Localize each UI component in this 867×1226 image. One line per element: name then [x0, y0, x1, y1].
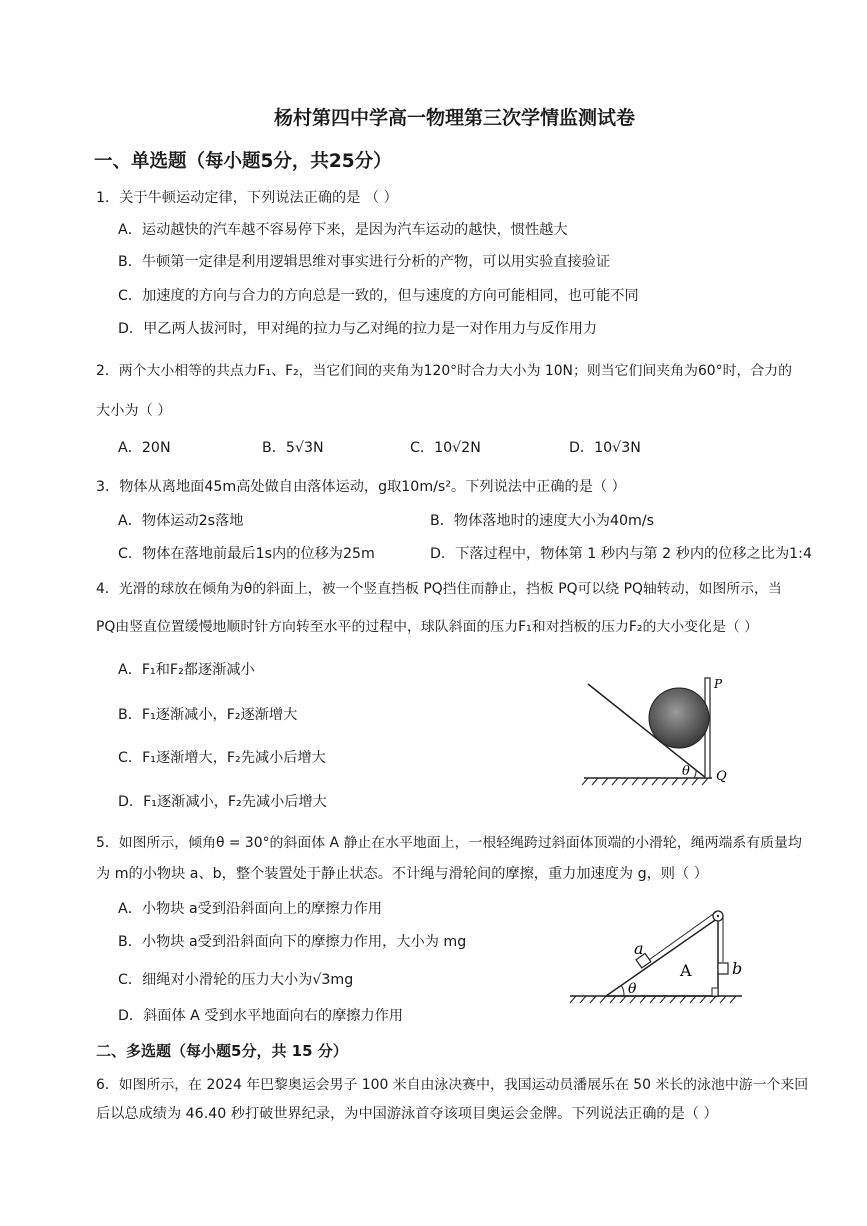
q1-stem: 1．关于牛顿运动定律，下列说法正确的是 （ ）: [96, 190, 398, 206]
q5-option-c: C．细绳对小滑轮的压力大小为√3mg: [118, 972, 354, 988]
q5-incline-pulley-figure: [566, 900, 746, 1010]
q2-option-a: A．20N: [118, 440, 171, 456]
label-q: Q: [716, 769, 727, 784]
section2-heading: 二、多选题（每小题5分，共 15 分）: [96, 1042, 348, 1060]
support-tab: [712, 988, 718, 996]
ground-hatch: [570, 996, 736, 1003]
q5-stem-line1: 5．如图所示，倾角θ = 30°的斜面体 A 静止在水平地面上，一根轻绳跨过斜面体顶端的小滑轮，绳两端系有质量均: [96, 835, 802, 851]
q4-option-d: D．F₁逐渐减小，F₂先减小后增大: [118, 794, 327, 810]
ground-hatch: [582, 778, 708, 785]
pulley-axle: [717, 915, 719, 917]
q5-option-a: A．小物块 a受到沿斜面向上的摩擦力作用: [118, 901, 383, 917]
q1-option-d: D．甲乙两人拔河时，甲对绳的拉力与乙对绳的拉力是一对作用力与反作用力: [118, 321, 598, 337]
q5-option-d: D．斜面体 A 受到水平地面向右的摩擦力作用: [118, 1008, 404, 1024]
ball: [649, 688, 709, 748]
q3-option-a: A．物体运动2s落地: [118, 513, 244, 529]
q2-option-d: D．10√3N: [569, 440, 641, 456]
q3-option-d: D．下落过程中，物体第 1 秒内与第 2 秒内的位移之比为1:4: [430, 546, 812, 562]
label-b: b: [732, 959, 743, 978]
q4-stem-line1: 4．光滑的球放在倾角为θ的斜面上，被一个竖直挡板 PQ挡住而静止，挡板 PQ可以绕 PQ轴转动，如图所示，当: [96, 581, 782, 597]
q4-option-c: C．F₁逐渐增大，F₂先减小后增大: [118, 750, 326, 766]
q4-option-b: B．F₁逐渐减小，F₂逐渐增大: [118, 707, 298, 723]
q2-option-b: B．5√3N: [262, 440, 324, 456]
q3-option-b: B．物体落地时的速度大小为40m/s: [430, 513, 655, 529]
q4-option-a: A．F₁和F₂都逐渐减小: [118, 662, 255, 678]
q1-option-a: A．运动越快的汽车越不容易停下来，是因为汽车运动的越快，惯性越大: [118, 222, 568, 238]
q1-option-b: B．牛顿第一定律是利用逻辑思维对事实进行分析的产物，可以用实验直接验证: [118, 254, 611, 270]
q6-stem-line1: 6．如图所示，在 2024 年巴黎奥运会男子 100 米自由泳决赛中，我国运动员潘展乐在 50 米长的泳池中游一个来回: [96, 1077, 809, 1093]
q1-option-c: C．加速度的方向与合力的方向总是一致的，但与速度的方向可能相同，也可能不同: [118, 288, 639, 304]
q2-option-c: C．10√2N: [410, 440, 481, 456]
block-b: [718, 963, 728, 974]
page-title: 杨村第四中学高一物理第三次学情监测试卷: [274, 107, 636, 129]
q5-stem-line2: 为 m的小物块 a、b，整个装置处于静止状态。不计绳与滑轮间的摩擦，重力加速度为 g，则（ ）: [96, 866, 708, 882]
label-p: P: [714, 677, 723, 691]
incline-body-a: [606, 918, 718, 996]
label-body-a: A: [680, 961, 692, 980]
q3-stem: 3．物体从离地面45m高处做自由落体运动，g取10m/s²。下列说法中正确的是（ ）: [96, 479, 626, 495]
section1-heading: 一、单选题（每小题5分，共25分）: [94, 151, 392, 172]
label-theta: θ: [682, 764, 690, 779]
label-a: a: [634, 939, 644, 958]
theta-arc: [694, 770, 696, 778]
q5-option-b: B．小物块 a受到沿斜面向下的摩擦力作用，大小为 mg: [118, 934, 467, 950]
theta-arc: [621, 985, 624, 996]
rope-incline: [646, 912, 716, 962]
label-theta: θ: [628, 981, 637, 997]
q2-stem-line2: 大小为（ ）: [96, 403, 172, 419]
q4-stem-line2: PQ由竖直位置缓慢地顺时针方向转至水平的过程中，球队斜面的压力F₁和对挡板的压力F₂的大小变化是（ ）: [96, 619, 759, 635]
q2-stem-line1: 2．两个大小相等的共点力F₁、F₂，当它们间的夹角为120°时合力大小为 10N；则当它们间夹角为60°时，合力的: [96, 363, 793, 379]
q6-stem-line2: 后以总成绩为 46.40 秒打破世界纪录，为中国游泳首夺该项目奥运会金牌。下列说法正确的是（ ）: [96, 1106, 718, 1122]
q4-incline-ball-figure: [578, 672, 748, 797]
q3-option-c: C．物体在落地前最后1s内的位移为25m: [118, 546, 375, 562]
